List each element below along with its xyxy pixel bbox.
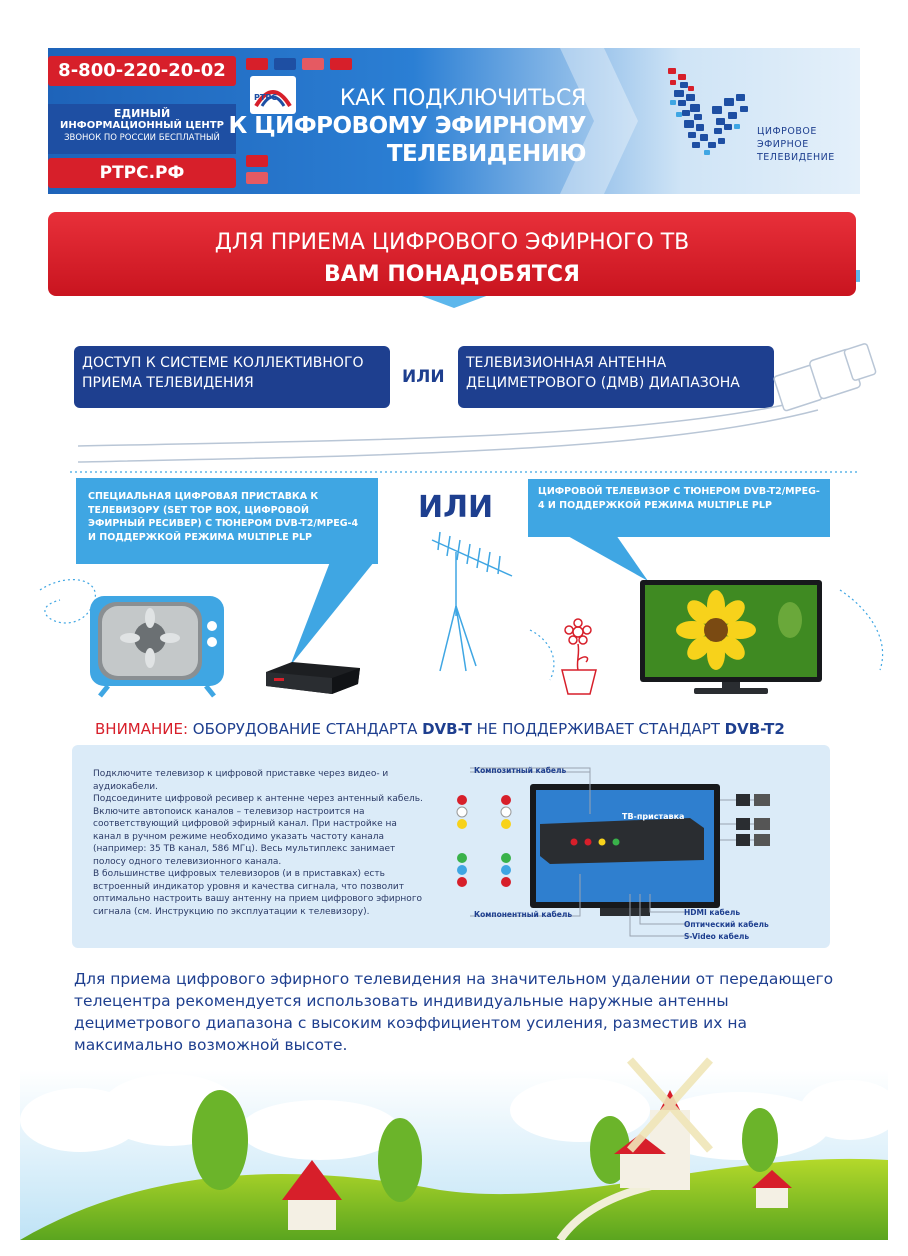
- optical-cable-label: Оптический кабель: [684, 920, 769, 929]
- info-line-2: ИНФОРМАЦИОННЫЙ ЦЕНТР: [60, 120, 224, 131]
- title-line-1: КАК ПОДКЛЮЧИТЬСЯ: [339, 86, 586, 111]
- warning-text-2: НЕ ПОДДЕРЖИВАЕТ СТАНДАРТ: [471, 720, 725, 738]
- brand-line-1: ЦИФРОВОЕ: [757, 126, 817, 137]
- banner-line-2: ВАМ ПОНАДОБЯТСЯ: [324, 262, 580, 287]
- set-top-box-icon: [262, 658, 362, 696]
- divider-dotted: [70, 470, 860, 474]
- digital-tv-callout: ЦИФРОВОЙ ТЕЛЕВИЗОР С ТЮНЕРОМ DVB-T2/MPEG-4 И ПОДДЕРЖКОЙ РЕЖИМА MULTIPLE PLP: [528, 479, 830, 537]
- antenna-cable-illustration: [78, 340, 878, 470]
- or-label-top: ИЛИ: [402, 367, 445, 387]
- warning-std-1: DVB-T: [422, 720, 472, 738]
- instruction-step: Подсоедините цифровой ресивер к антенне через антенный кабель.: [93, 794, 423, 804]
- deco-square: [274, 58, 296, 70]
- warning-std-2: DVB-T2: [724, 720, 785, 738]
- butterfly-logo-icon: [664, 66, 754, 166]
- composite-cable-label: Композитный кабель: [474, 766, 567, 775]
- tv-box-label: ТВ-приставка: [622, 812, 685, 821]
- hdmi-cable-label: HDMI кабель: [684, 908, 741, 917]
- tv-antenna-icon: [420, 526, 520, 676]
- component-cable-label: Компонентный кабель: [474, 910, 573, 919]
- collective-reception-box: ДОСТУП К СИСТЕМЕ КОЛЛЕКТИВНОГО ПРИЕМА ТЕЛЕВИДЕНИЯ: [74, 346, 390, 408]
- instructions-text: [93, 768, 423, 918]
- deco-square: [246, 155, 268, 167]
- info-line-3: ЗВОНОК ПО РОССИИ БЕСПЛАТНЫЙ: [64, 133, 220, 143]
- info-line-1: ЕДИНЫЙ: [113, 107, 171, 120]
- warning-label: ВНИМАНИЕ:: [95, 720, 189, 738]
- warning-line: [95, 720, 785, 738]
- landscape-illustration: [20, 1050, 888, 1240]
- or-label-bottom: ИЛИ: [418, 490, 494, 525]
- deco-square: [246, 58, 268, 70]
- banner-line-1: ДЛЯ ПРИЕМА ЦИФРОВОГО ЭФИРНОГО ТВ: [214, 230, 690, 255]
- flat-tv-icon: [640, 580, 824, 696]
- deco-square: [246, 172, 268, 184]
- site-address: РТРС.РФ: [48, 158, 236, 188]
- recommendation-text: Для приема цифрового эфирного телевидения на значительном удалении от передающего телецентра рекомендуется использовать индивидуальные наружные антенны дециметрового диапазона с высоким коэффициентом усиления, разместив их на максимально возможной высоте.: [74, 970, 834, 1054]
- deco-square: [302, 58, 324, 70]
- instruction-step: Подключите телевизор к цифровой приставке через видео- и аудиокабели.: [93, 769, 389, 792]
- rtrs-logo-text: РТРС: [254, 93, 278, 102]
- set-top-box-callout: СПЕЦИАЛЬНАЯ ЦИФРОВАЯ ПРИСТАВКА К ТЕЛЕВИЗОРУ (SET TOP BOX, ЦИФРОВОЙ ЭФИРНЫЙ РЕСИВЕР) С ТЮНЕРОМ DVB-T2/MPEG-4 И ПОДДЕРЖКОЙ РЕЖИМА MULTIPLE PLP: [76, 478, 378, 564]
- instruction-step: В большинстве цифровых телевизоров (и в приставках) есть встроенный индикатор уровня и качества сигнала, что позволит оптимально настроить вашу антенну на прием цифрового эфирного сигнала (см. Инструкцию по эксплуатации к телевизору).: [93, 869, 423, 917]
- uhf-antenna-box: ТЕЛЕВИЗИОННАЯ АНТЕННА ДЕЦИМЕТРОВОГО (ДМВ) ДИАПАЗОНА: [458, 346, 774, 408]
- brand-line-2: ЭФИРНОЕ: [757, 139, 809, 150]
- flower-pot-icon: [556, 618, 606, 696]
- info-center: [48, 104, 236, 154]
- deco-square: [330, 58, 352, 70]
- svideo-cable-label: S-Video кабель: [684, 932, 750, 941]
- title-line-3: ТЕЛЕВИДЕНИЮ: [386, 141, 586, 167]
- brand-line-3: ТЕЛЕВИДЕНИЕ: [757, 152, 835, 163]
- retro-tv-icon: [88, 592, 228, 700]
- warning-text-1: ОБОРУДОВАНИЕ СТАНДАРТА: [188, 720, 423, 738]
- hotline-number: 8-800-220-20-02: [48, 56, 236, 86]
- title-line-2: К ЦИФРОВОМУ ЭФИРНОМУ: [228, 113, 586, 139]
- instruction-step: Включите автопоиск каналов – телевизор настроится на соответствующий цифровой эфирный канал. При настройке на канал в ручном режиме необходимо указать частоту канала (например: 35 ТВ канал, 586 МГц). Весь мультиплекс занимает полосу одного телевизионного канала.: [93, 806, 397, 867]
